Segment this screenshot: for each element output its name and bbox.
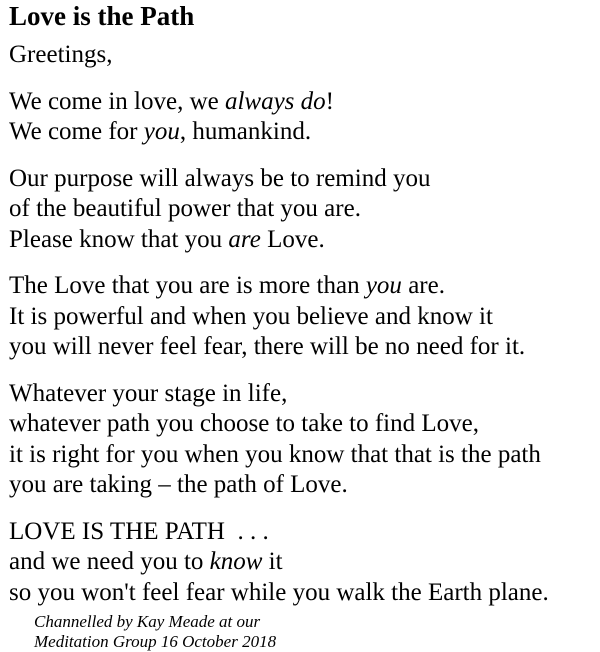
text-segment: Whatever your stage in life, (9, 379, 288, 407)
paragraph (9, 271, 596, 363)
text-line (9, 409, 596, 440)
text-segment: We come for (9, 118, 144, 145)
text-line (9, 117, 596, 148)
text-segment: it (262, 548, 283, 575)
text-segment: Our purpose will always be to remind you (9, 164, 431, 192)
text-segment: and we need you to (9, 548, 210, 575)
paragraph (9, 379, 596, 501)
text-segment: ! (325, 87, 334, 115)
text-line (9, 379, 596, 410)
text-line (9, 440, 596, 471)
text-line (9, 164, 596, 195)
paragraph (9, 517, 596, 609)
text-segment: The Love that you are is more than (9, 272, 366, 299)
text-segment: you are taking – the path of Love. (9, 471, 348, 498)
text-segment: whatever path you choose to take to find Love, (9, 410, 479, 437)
paragraph (9, 164, 596, 256)
text-segment: , humankind. (179, 118, 312, 145)
attribution-line: Channelled by Kay Meade at our (34, 612, 261, 631)
text-segment: Greetings, (9, 41, 113, 68)
emphasis-text: you (143, 118, 180, 145)
emphasis-text: always do (224, 87, 326, 115)
text-line (9, 40, 596, 71)
text-line (9, 578, 596, 609)
text-line (9, 271, 596, 302)
text-line (9, 547, 596, 578)
attribution-line: Meditation Group 16 October 2018 (34, 632, 277, 651)
emphasis-text: you (365, 272, 402, 299)
text-segment: are. (401, 272, 445, 299)
text-line (9, 194, 596, 225)
page-title: Love is the Path (9, 1, 195, 31)
text-line (9, 225, 596, 256)
attribution (34, 612, 596, 652)
paragraphs (9, 40, 596, 608)
text-segment: We come in love, we (9, 87, 225, 115)
paragraph (9, 87, 596, 148)
text-segment: it is right for you when you know that that is the path (9, 440, 541, 468)
text-segment: so you won't feel fear while you walk the Earth plane. (9, 578, 549, 606)
text-segment: Please know that you (9, 225, 229, 253)
text-line (9, 517, 596, 548)
text-line (9, 470, 596, 501)
text-segment: LOVE IS THE PATH . . . (9, 517, 269, 545)
paragraph (9, 40, 596, 71)
text-segment: It is powerful and when you believe and know it (9, 302, 493, 330)
emphasis-text: know (209, 548, 263, 575)
emphasis-text: are (228, 225, 261, 253)
text-line (9, 302, 596, 333)
text-segment: Love. (260, 225, 325, 253)
text-line (9, 87, 596, 118)
text-segment: of the beautiful power that you are. (9, 195, 361, 222)
text-segment: you will never feel fear, there will be no need for it. (9, 333, 526, 360)
text-line (9, 332, 596, 363)
